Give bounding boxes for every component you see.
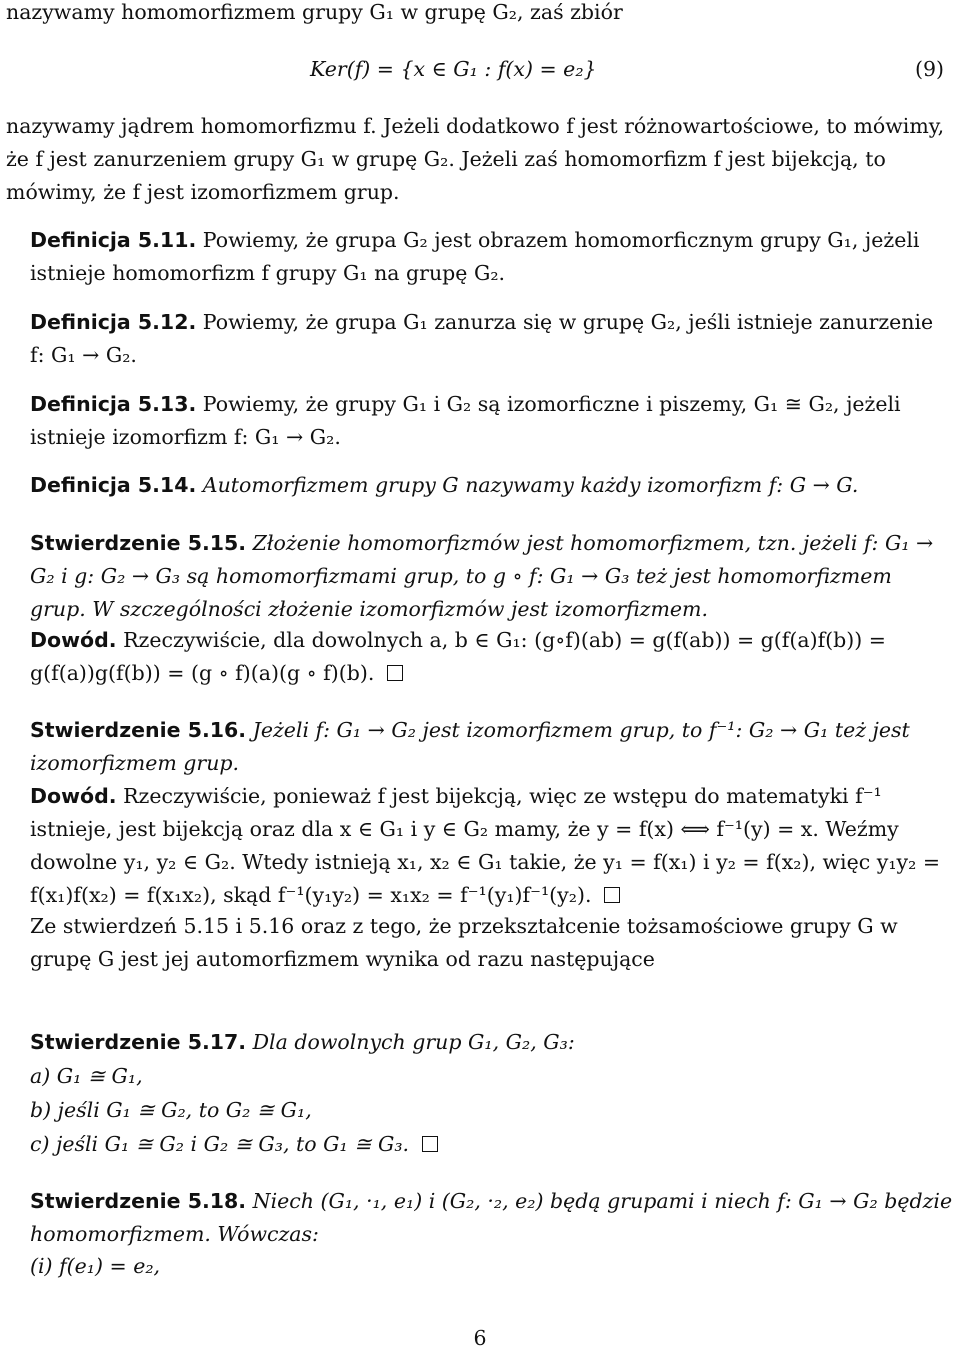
qed-square-icon	[387, 665, 403, 681]
proposition-5-17	[30, 1026, 954, 1059]
proposition-5-16	[30, 714, 954, 780]
list-item-text: c) jeśli G₁ ≅ G₂ i G₂ ≅ G₃, to G₁ ≅ G₃.	[30, 1132, 410, 1156]
proposition-5-18	[30, 1185, 954, 1251]
equation-expression: Ker(f) = {x ∈ G₁ : f(x) = e₂}	[310, 57, 597, 81]
list-item	[30, 1128, 438, 1161]
proof-text: Rzeczywiście, dla dowolnych a, b ∈ G₁: (g∘f)(ab) = g(f(ab)) = g(f(a)f(b)) = g(f(a))g(f(b)) = (g ∘ f)(a)(g ∘ f)(b).	[30, 628, 886, 685]
definition-heading: Definicja 5.14.	[30, 473, 197, 497]
definition-text: Powiemy, że grupa G₁ zanurza się w grupę G₂, jeśli istnieje zanurzenie f: G₁ → G₂.	[30, 310, 934, 367]
equation-number: (9)	[914, 57, 944, 81]
proof-heading: Dowód.	[30, 784, 117, 808]
qed-square-icon	[604, 887, 620, 903]
definition-heading: Definicja 5.11.	[30, 228, 197, 252]
proposition-text: Jeżeli f: G₁ → G₂ jest izomorfizmem grup, to f⁻¹: G₂ → G₁ też jest izomorfizmem grup.	[30, 718, 910, 775]
list-item: (i) f(e₁) = e₂,	[30, 1254, 161, 1278]
qed-square-icon	[422, 1136, 438, 1152]
proof-heading: Dowód.	[30, 628, 117, 652]
proof-text: Rzeczywiście, ponieważ f jest bijekcją, więc ze wstępu do matematyki f⁻¹ istnieje, jest bijekcją oraz dla x ∈ G₁ i y ∈ G₂ mamy, że y = f(x) ⟺ f⁻¹(y) = x. Weźmy dowolne y₁, y₂ ∈ G₂. Wtedy istnieją x₁, x₂ ∈ G₁ takie, że y₁ = f(x₁) i y₂ = f(x₂), więc y₁y₂ = f(x₁)f(x₂) = f(x₁x₂), skąd f⁻¹(y₁y₂) = x₁x₂ = f⁻¹(y₁)f⁻¹(y₂).	[30, 784, 941, 907]
definition-5-11	[30, 224, 954, 290]
proof-5-16	[30, 780, 954, 912]
proposition-heading: Stwierdzenie 5.15.	[30, 531, 247, 555]
proof-5-15	[30, 624, 954, 690]
proposition-text: Złożenie homomorfizmów jest homomorfizmem, tzn. jeżeli f: G₁ → G₂ i g: G₂ → G₃ są homomorfizmami grup, to g ∘ f: G₁ → G₃ też jest homomorfizmem grup. W szczególności złożenie izomorfizmów jest izomorfizmem.	[30, 531, 934, 621]
proposition-heading: Stwierdzenie 5.18.	[30, 1189, 247, 1213]
proposition-text: Dla dowolnych grup G₁, G₂, G₃:	[252, 1030, 575, 1054]
definition-5-12	[30, 306, 954, 372]
proposition-text: Niech (G₁, ·₁, e₁) i (G₂, ·₂, e₂) będą grupami i niech f: G₁ → G₂ będzie homomorfizmem. Wówczas:	[30, 1189, 953, 1246]
page-number: 6	[473, 1326, 487, 1350]
definition-text: Automorfizmem grupy G nazywamy każdy izomorfizm f: G → G.	[202, 473, 859, 497]
definition-5-13	[30, 388, 954, 454]
paragraph-kernel: nazywamy jądrem homomorfizmu f. Jeżeli dodatkowo f jest różnowartościowe, to mówimy, że f jest zanurzeniem grupy G₁ w grupę G₂. Jeżeli zaś homomorfizm f jest bijekcją, to mówimy, że f jest izomorfizmem grup.	[6, 114, 945, 204]
definition-text: Powiemy, że grupa G₂ jest obrazem homomorficznym grupy G₁, jeżeli istnieje homomorfizm f grupy G₁ na grupę G₂.	[30, 228, 920, 285]
paragraph-intro: nazywamy homomorfizmem grupy G₁ w grupę G₂, zaś zbiór	[6, 0, 623, 24]
definition-heading: Definicja 5.12.	[30, 310, 197, 334]
definition-5-14	[30, 469, 954, 502]
proposition-5-15	[30, 527, 954, 626]
proposition-heading: Stwierdzenie 5.17.	[30, 1030, 247, 1054]
definition-heading: Definicja 5.13.	[30, 392, 197, 416]
list-item: a) G₁ ≅ G₁,	[30, 1064, 143, 1088]
proposition-heading: Stwierdzenie 5.16.	[30, 718, 247, 742]
paragraph-conclusion: Ze stwierdzeń 5.15 i 5.16 oraz z tego, że przekształcenie tożsamościowe grupy G w grupę G jest jej automorfizmem wynika od razu następujące	[30, 914, 898, 971]
list-item: b) jeśli G₁ ≅ G₂, to G₂ ≅ G₁,	[30, 1098, 312, 1122]
definition-text: Powiemy, że grupy G₁ i G₂ są izomorficzne i piszemy, G₁ ≅ G₂, jeżeli istnieje izomorfizm f: G₁ → G₂.	[30, 392, 901, 449]
